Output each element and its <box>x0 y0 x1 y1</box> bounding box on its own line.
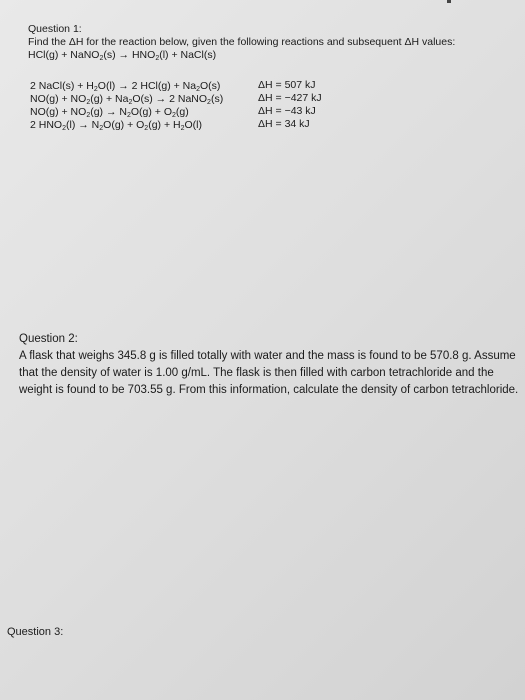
question-2-title: Question 2: <box>19 333 78 345</box>
reaction-enthalpy: ΔH = −427 kJ <box>258 92 322 104</box>
reaction-enthalpy: ΔH = 507 kJ <box>258 79 316 91</box>
reaction-equation: $NO(g) + NO_2(g) + Na_2O(s) \to 2$ NaNO$_2$(s) <box>30 93 224 106</box>
reaction-equation: 2 $HNO_2(l) \to N_2O(g) + O_2(g) + H_2O(l)$ <box>30 119 202 132</box>
reaction-enthalpy: ΔH = −43 kJ <box>258 105 316 117</box>
question-1-prompt: Find the ΔH for the reaction below, given the following reactions and subsequent ΔH values: <box>28 36 456 48</box>
question-2-body: A flask that weighs 345.8 g is filled totally with water and the mass is found to be 570.8 g. Assume that the density of water is 1.00 g/mL. The flask is then filled with carbon tetrachloride and the weight is found to be 703.55 g. From this information, calculate the density of carbon tetrachloride. <box>19 350 519 396</box>
page-edge-mark <box>447 0 451 3</box>
question-3-title: Question 3: <box>7 626 64 638</box>
reaction-equation: 2 NaCl(s) + $H_2O(l) \to 2$ $HCl(g) + Na_2O(s)$ <box>30 80 221 93</box>
reaction-enthalpy: ΔH = 34 kJ <box>258 118 310 130</box>
target-reaction: HCl(g) + NaNO$_2$(s) → $HNO_2(l)$ + NaCl(s) <box>28 49 217 62</box>
reaction-equation: $NO(g) + NO_2(g) \to N_2O(g) + O_2(g)$ <box>30 106 189 119</box>
question-1-title: Question 1: <box>28 23 82 35</box>
